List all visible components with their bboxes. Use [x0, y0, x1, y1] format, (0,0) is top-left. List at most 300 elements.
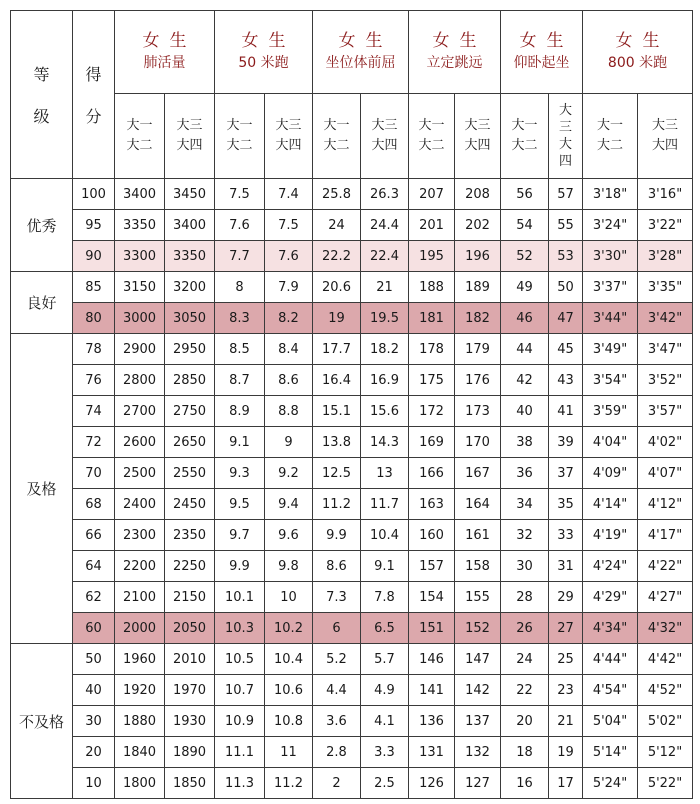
value-cell: 2100	[115, 582, 165, 613]
value-cell: 24.4	[361, 210, 409, 241]
value-cell: 4'24"	[583, 551, 638, 582]
value-cell: 2500	[115, 458, 165, 489]
value-cell: 22	[501, 675, 549, 706]
value-cell: 16.4	[313, 365, 361, 396]
value-cell: 8.5	[215, 334, 265, 365]
value-cell: 1960	[115, 644, 165, 675]
value-cell: 23	[549, 675, 583, 706]
item-header-50m-run	[215, 11, 313, 94]
value-cell: 6.5	[361, 613, 409, 644]
value-cell: 181	[409, 303, 455, 334]
value-cell: 22.4	[361, 241, 409, 272]
value-cell: 195	[409, 241, 455, 272]
table-row	[11, 210, 693, 241]
value-cell: 3'30"	[583, 241, 638, 272]
value-cell: 4'44"	[583, 644, 638, 675]
subheader-year12: 大一 大二	[313, 94, 361, 179]
value-cell: 8.6	[265, 365, 313, 396]
value-cell: 4'14"	[583, 489, 638, 520]
value-cell: 5.2	[313, 644, 361, 675]
value-cell: 11	[265, 737, 313, 768]
table-row	[11, 241, 693, 272]
value-cell: 10.6	[265, 675, 313, 706]
subheader-year12: 大一 大二	[215, 94, 265, 179]
value-cell: 141	[409, 675, 455, 706]
subheader-year34: 大三 大四	[638, 94, 693, 179]
value-cell: 173	[455, 396, 501, 427]
value-cell: 15.1	[313, 396, 361, 427]
value-cell: 36	[501, 458, 549, 489]
value-cell: 2550	[165, 458, 215, 489]
value-cell: 9	[265, 427, 313, 458]
value-cell: 21	[549, 706, 583, 737]
value-cell: 4'17"	[638, 520, 693, 551]
value-cell: 163	[409, 489, 455, 520]
value-cell: 3'59"	[583, 396, 638, 427]
value-cell: 15.6	[361, 396, 409, 427]
value-cell: 9.9	[313, 520, 361, 551]
score-cell: 20	[73, 737, 115, 768]
value-cell: 126	[409, 768, 455, 799]
value-cell: 1890	[165, 737, 215, 768]
value-cell: 4'27"	[638, 582, 693, 613]
value-cell: 4.1	[361, 706, 409, 737]
value-cell: 39	[549, 427, 583, 458]
value-cell: 170	[455, 427, 501, 458]
value-cell: 201	[409, 210, 455, 241]
value-cell: 157	[409, 551, 455, 582]
value-cell: 31	[549, 551, 583, 582]
grade-cell: 不及格	[11, 644, 73, 799]
value-cell: 4'29"	[583, 582, 638, 613]
value-cell: 11.7	[361, 489, 409, 520]
value-cell: 167	[455, 458, 501, 489]
value-cell: 155	[455, 582, 501, 613]
value-cell: 30	[501, 551, 549, 582]
grade-cell: 良好	[11, 272, 73, 334]
value-cell: 202	[455, 210, 501, 241]
value-cell: 4'52"	[638, 675, 693, 706]
value-cell: 28	[501, 582, 549, 613]
score-cell: 95	[73, 210, 115, 241]
value-cell: 8.3	[215, 303, 265, 334]
table-row	[11, 551, 693, 582]
value-cell: 10.4	[361, 520, 409, 551]
value-cell: 7.8	[361, 582, 409, 613]
item-name: 坐位体前屈	[325, 55, 396, 71]
gender-label: 女生	[142, 31, 197, 51]
value-cell: 3'52"	[638, 365, 693, 396]
grade-cell: 及格	[11, 334, 73, 644]
value-cell: 49	[501, 272, 549, 303]
score-cell: 85	[73, 272, 115, 303]
value-cell: 2300	[115, 520, 165, 551]
value-cell: 1930	[165, 706, 215, 737]
value-cell: 3050	[165, 303, 215, 334]
value-cell: 2650	[165, 427, 215, 458]
value-cell: 3'24"	[583, 210, 638, 241]
score-cell: 74	[73, 396, 115, 427]
value-cell: 56	[501, 179, 549, 210]
value-cell: 4'07"	[638, 458, 693, 489]
value-cell: 147	[455, 644, 501, 675]
value-cell: 10.8	[265, 706, 313, 737]
value-cell: 207	[409, 179, 455, 210]
grade-cell: 优秀	[11, 179, 73, 272]
value-cell: 3350	[165, 241, 215, 272]
value-cell: 16.9	[361, 365, 409, 396]
value-cell: 146	[409, 644, 455, 675]
item-name: 仰卧起坐	[513, 55, 570, 71]
score-cell: 72	[73, 427, 115, 458]
value-cell: 4'02"	[638, 427, 693, 458]
value-cell: 45	[549, 334, 583, 365]
value-cell: 160	[409, 520, 455, 551]
table-row	[11, 396, 693, 427]
score-cell: 10	[73, 768, 115, 799]
value-cell: 3'37"	[583, 272, 638, 303]
value-cell: 137	[455, 706, 501, 737]
value-cell: 3200	[165, 272, 215, 303]
value-cell: 178	[409, 334, 455, 365]
value-cell: 10.2	[265, 613, 313, 644]
value-cell: 9.7	[215, 520, 265, 551]
value-cell: 2950	[165, 334, 215, 365]
value-cell: 3.3	[361, 737, 409, 768]
value-cell: 27	[549, 613, 583, 644]
value-cell: 2450	[165, 489, 215, 520]
value-cell: 1970	[165, 675, 215, 706]
value-cell: 3.6	[313, 706, 361, 737]
value-cell: 3'35"	[638, 272, 693, 303]
value-cell: 18.2	[361, 334, 409, 365]
item-header-vital-capacity	[115, 11, 215, 94]
value-cell: 9.4	[265, 489, 313, 520]
value-cell: 8.6	[313, 551, 361, 582]
subheader-year12: 大一 大二	[583, 94, 638, 179]
value-cell: 196	[455, 241, 501, 272]
value-cell: 57	[549, 179, 583, 210]
value-cell: 2350	[165, 520, 215, 551]
value-cell: 33	[549, 520, 583, 551]
value-cell: 9.3	[215, 458, 265, 489]
value-cell: 189	[455, 272, 501, 303]
value-cell: 24	[313, 210, 361, 241]
value-cell: 3150	[115, 272, 165, 303]
value-cell: 41	[549, 396, 583, 427]
value-cell: 44	[501, 334, 549, 365]
value-cell: 4'42"	[638, 644, 693, 675]
value-cell: 13.8	[313, 427, 361, 458]
item-header-sit-and-reach	[313, 11, 409, 94]
value-cell: 10.3	[215, 613, 265, 644]
item-header-sit-ups	[501, 11, 583, 94]
value-cell: 127	[455, 768, 501, 799]
item-header-800m-run	[583, 11, 693, 94]
value-cell: 17	[549, 768, 583, 799]
table-row	[11, 582, 693, 613]
score-cell: 50	[73, 644, 115, 675]
score-cell: 100	[73, 179, 115, 210]
value-cell: 8.8	[265, 396, 313, 427]
value-cell: 132	[455, 737, 501, 768]
value-cell: 17.7	[313, 334, 361, 365]
value-cell: 11.2	[313, 489, 361, 520]
table-row	[11, 737, 693, 768]
value-cell: 9.5	[215, 489, 265, 520]
table-row	[11, 520, 693, 551]
value-cell: 3'42"	[638, 303, 693, 334]
value-cell: 2900	[115, 334, 165, 365]
table-row	[11, 706, 693, 737]
value-cell: 25.8	[313, 179, 361, 210]
value-cell: 9.9	[215, 551, 265, 582]
table-row	[11, 365, 693, 396]
table-row	[11, 613, 693, 644]
value-cell: 19	[549, 737, 583, 768]
value-cell: 188	[409, 272, 455, 303]
subheader-year34: 大三 大四	[165, 94, 215, 179]
value-cell: 4'12"	[638, 489, 693, 520]
value-cell: 3450	[165, 179, 215, 210]
table-row	[11, 179, 693, 210]
table-row	[11, 334, 693, 365]
score-cell: 78	[73, 334, 115, 365]
value-cell: 20.6	[313, 272, 361, 303]
value-cell: 37	[549, 458, 583, 489]
value-cell: 47	[549, 303, 583, 334]
value-cell: 55	[549, 210, 583, 241]
value-cell: 5'14"	[583, 737, 638, 768]
subheader-year34-vertical: 大 三 大 四	[549, 94, 583, 179]
value-cell: 25	[549, 644, 583, 675]
value-cell: 3'49"	[583, 334, 638, 365]
value-cell: 11.3	[215, 768, 265, 799]
value-cell: 5'22"	[638, 768, 693, 799]
value-cell: 1850	[165, 768, 215, 799]
value-cell: 5.7	[361, 644, 409, 675]
value-cell: 4'34"	[583, 613, 638, 644]
value-cell: 7.5	[265, 210, 313, 241]
value-cell: 175	[409, 365, 455, 396]
value-cell: 4'09"	[583, 458, 638, 489]
value-cell: 2750	[165, 396, 215, 427]
value-cell: 8.2	[265, 303, 313, 334]
table-row	[11, 644, 693, 675]
value-cell: 26.3	[361, 179, 409, 210]
item-name: 立定跳远	[426, 55, 483, 71]
value-cell: 9.1	[215, 427, 265, 458]
score-cell: 60	[73, 613, 115, 644]
value-cell: 2050	[165, 613, 215, 644]
value-cell: 4'32"	[638, 613, 693, 644]
value-cell: 3000	[115, 303, 165, 334]
table-row	[11, 458, 693, 489]
value-cell: 2150	[165, 582, 215, 613]
value-cell: 38	[501, 427, 549, 458]
score-cell: 30	[73, 706, 115, 737]
value-cell: 3'28"	[638, 241, 693, 272]
table-body	[11, 179, 693, 799]
value-cell: 11.1	[215, 737, 265, 768]
value-cell: 54	[501, 210, 549, 241]
value-cell: 3'16"	[638, 179, 693, 210]
value-cell: 34	[501, 489, 549, 520]
value-cell: 169	[409, 427, 455, 458]
value-cell: 1840	[115, 737, 165, 768]
gender-label: 女生	[615, 31, 670, 51]
score-cell: 66	[73, 520, 115, 551]
value-cell: 2600	[115, 427, 165, 458]
value-cell: 2250	[165, 551, 215, 582]
value-cell: 52	[501, 241, 549, 272]
value-cell: 142	[455, 675, 501, 706]
value-cell: 10.5	[215, 644, 265, 675]
value-cell: 5'24"	[583, 768, 638, 799]
value-cell: 26	[501, 613, 549, 644]
value-cell: 4.4	[313, 675, 361, 706]
value-cell: 46	[501, 303, 549, 334]
value-cell: 35	[549, 489, 583, 520]
gender-label: 女生	[432, 31, 487, 51]
value-cell: 154	[409, 582, 455, 613]
value-cell: 131	[409, 737, 455, 768]
value-cell: 6	[313, 613, 361, 644]
value-cell: 10.1	[215, 582, 265, 613]
value-cell: 4'22"	[638, 551, 693, 582]
grade-header: 等 级	[11, 11, 73, 179]
value-cell: 3'47"	[638, 334, 693, 365]
value-cell: 42	[501, 365, 549, 396]
table-row	[11, 489, 693, 520]
value-cell: 8.9	[215, 396, 265, 427]
value-cell: 14.3	[361, 427, 409, 458]
subheader-year12: 大一 大二	[115, 94, 165, 179]
value-cell: 3350	[115, 210, 165, 241]
value-cell: 2.8	[313, 737, 361, 768]
value-cell: 21	[361, 272, 409, 303]
table-row	[11, 768, 693, 799]
value-cell: 164	[455, 489, 501, 520]
value-cell: 24	[501, 644, 549, 675]
score-cell: 64	[73, 551, 115, 582]
gender-label: 女生	[338, 31, 393, 51]
value-cell: 5'12"	[638, 737, 693, 768]
value-cell: 4'19"	[583, 520, 638, 551]
table-row	[11, 272, 693, 303]
value-cell: 9.8	[265, 551, 313, 582]
value-cell: 166	[409, 458, 455, 489]
score-cell: 70	[73, 458, 115, 489]
value-cell: 7.6	[215, 210, 265, 241]
gender-label: 女生	[241, 31, 296, 51]
value-cell: 179	[455, 334, 501, 365]
value-cell: 7.3	[313, 582, 361, 613]
value-cell: 3'18"	[583, 179, 638, 210]
value-cell: 18	[501, 737, 549, 768]
value-cell: 11.2	[265, 768, 313, 799]
value-cell: 161	[455, 520, 501, 551]
value-cell: 2000	[115, 613, 165, 644]
score-standard-table	[10, 10, 693, 799]
value-cell: 32	[501, 520, 549, 551]
value-cell: 7.7	[215, 241, 265, 272]
value-cell: 8.4	[265, 334, 313, 365]
value-cell: 8.7	[215, 365, 265, 396]
value-cell: 172	[409, 396, 455, 427]
value-cell: 7.5	[215, 179, 265, 210]
value-cell: 7.6	[265, 241, 313, 272]
value-cell: 1920	[115, 675, 165, 706]
value-cell: 10.9	[215, 706, 265, 737]
value-cell: 9.2	[265, 458, 313, 489]
value-cell: 13	[361, 458, 409, 489]
score-cell: 68	[73, 489, 115, 520]
value-cell: 1880	[115, 706, 165, 737]
value-cell: 182	[455, 303, 501, 334]
value-cell: 3'22"	[638, 210, 693, 241]
subheader-year12: 大一 大二	[409, 94, 455, 179]
value-cell: 10.4	[265, 644, 313, 675]
value-cell: 10	[265, 582, 313, 613]
value-cell: 3'54"	[583, 365, 638, 396]
table-row	[11, 675, 693, 706]
value-cell: 2700	[115, 396, 165, 427]
table-row	[11, 427, 693, 458]
value-cell: 152	[455, 613, 501, 644]
item-header-standing-long-jump	[409, 11, 501, 94]
value-cell: 50	[549, 272, 583, 303]
score-cell: 40	[73, 675, 115, 706]
value-cell: 3'44"	[583, 303, 638, 334]
score-cell: 62	[73, 582, 115, 613]
value-cell: 4.9	[361, 675, 409, 706]
value-cell: 3300	[115, 241, 165, 272]
value-cell: 2010	[165, 644, 215, 675]
value-cell: 176	[455, 365, 501, 396]
value-cell: 5'02"	[638, 706, 693, 737]
value-cell: 3'57"	[638, 396, 693, 427]
score-cell: 76	[73, 365, 115, 396]
value-cell: 22.2	[313, 241, 361, 272]
value-cell: 7.9	[265, 272, 313, 303]
subheader-year34: 大三 大四	[361, 94, 409, 179]
value-cell: 53	[549, 241, 583, 272]
value-cell: 5'04"	[583, 706, 638, 737]
subheader-year34: 大三 大四	[455, 94, 501, 179]
score-header: 得 分	[73, 11, 115, 179]
value-cell: 151	[409, 613, 455, 644]
value-cell: 1800	[115, 768, 165, 799]
item-name: 50 米跑	[238, 55, 289, 71]
value-cell: 3400	[115, 179, 165, 210]
table-row	[11, 303, 693, 334]
value-cell: 19	[313, 303, 361, 334]
item-name: 肺活量	[143, 55, 186, 71]
value-cell: 10.7	[215, 675, 265, 706]
value-cell: 208	[455, 179, 501, 210]
value-cell: 2800	[115, 365, 165, 396]
value-cell: 12.5	[313, 458, 361, 489]
value-cell: 2400	[115, 489, 165, 520]
value-cell: 2	[313, 768, 361, 799]
value-cell: 40	[501, 396, 549, 427]
value-cell: 16	[501, 768, 549, 799]
value-cell: 7.4	[265, 179, 313, 210]
value-cell: 4'04"	[583, 427, 638, 458]
value-cell: 29	[549, 582, 583, 613]
subheader-year34: 大三 大四	[265, 94, 313, 179]
